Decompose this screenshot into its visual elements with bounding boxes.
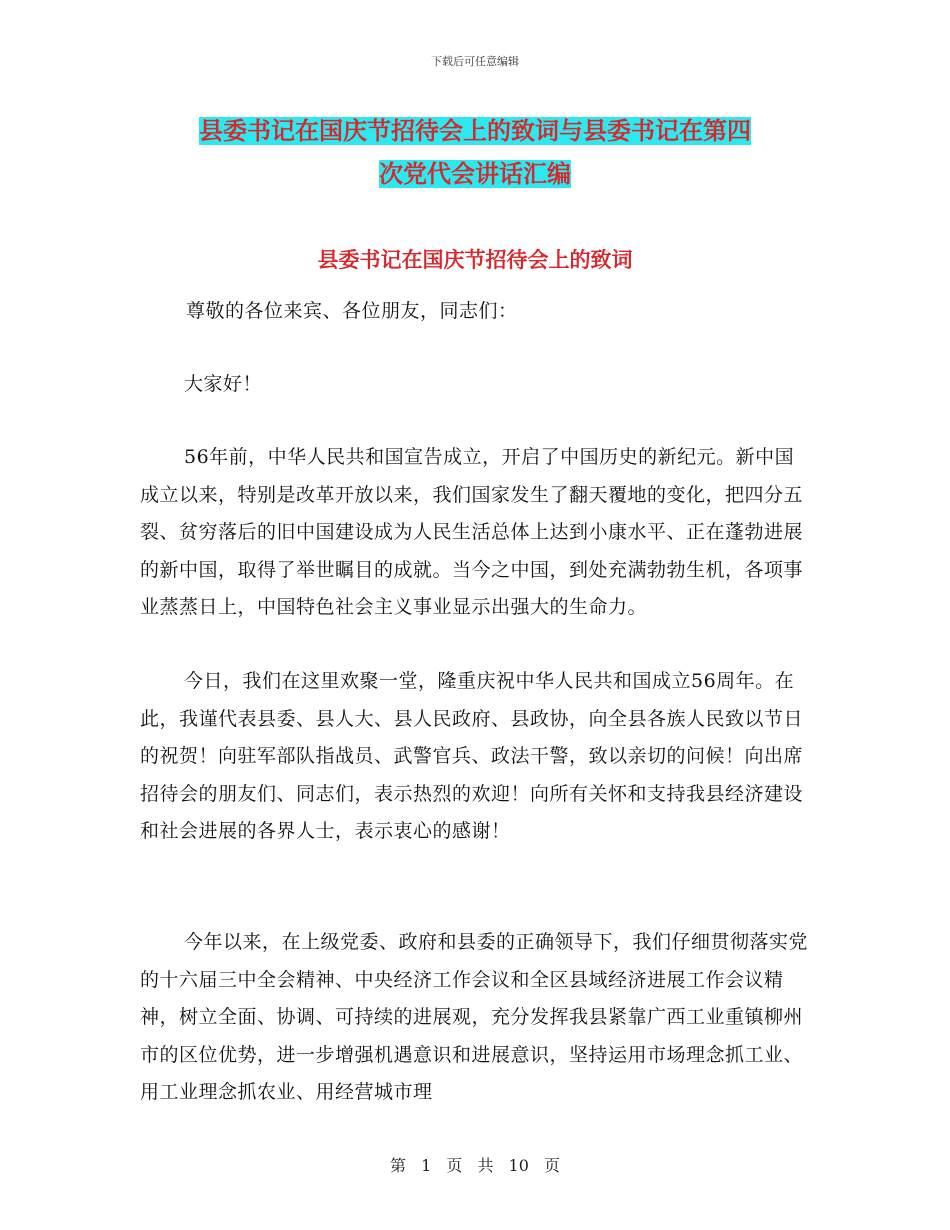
main-title-line1: 县委书记在国庆节招待会上的致词与县委书记在第四 xyxy=(199,117,751,145)
header-note: 下载后可任意编辑 xyxy=(431,55,519,68)
body-paragraph-1: 56年前，中华人民共和国宣告成立，开启了中国历史的新纪元。新中国成立以来，特别是改革开放以来，我们国家发生了翻天覆地的变化，把四分五裂、贫穷落后的旧中国建设成为人民生活总体上达到小康水平、正在蓬勃进展的新中国，取得了举世瞩目的成就。当今之中国，到处充满勃勃生机，各项事业蒸蒸日上，中国特色社会主义事业显示出强大的生命力。 xyxy=(140,446,804,618)
body-paragraph-2: 今日，我们在这里欢聚一堂，隆重庆祝中华人民共和国成立56周年。在此，我谨代表县委、县人大、县人民政府、县政协，向全县各族人民致以节日的祝贺！向驻军部队指战员、武警官兵、政法干警，致以亲切的问候！向出席招待会的朋友们、同志们，表示热烈的欢迎！向所有关怀和支持我县经济建设和社会进展的各界人士，表示衷心的感谢！ xyxy=(140,670,804,842)
main-title xyxy=(140,110,810,196)
salutation: 尊敬的各位来宾、各位朋友，同志们： xyxy=(186,300,518,322)
body-paragraph-3: 今年以来，在上级党委、政府和县委的正确领导下，我们仔细贯彻落实党的十六届三中全会精神、中央经济工作会议和全区县域经济进展工作会议精神，树立全面、协调、可持续的进展观，充分发挥我县紧靠广西工业重镇柳州市的区位优势，进一步增强机遇意识和进展意识，坚持运用市场理念抓工业、用工业理念抓农业、用经营城市理 xyxy=(140,931,809,1103)
greeting: 大家好！ xyxy=(184,373,263,395)
main-title-line2: 次党代会讲话汇编 xyxy=(379,160,571,188)
page-number-footer: 第 1 页 共 10 页 xyxy=(390,1156,560,1175)
section-title: 县委书记在国庆节招待会上的致词 xyxy=(317,248,633,272)
